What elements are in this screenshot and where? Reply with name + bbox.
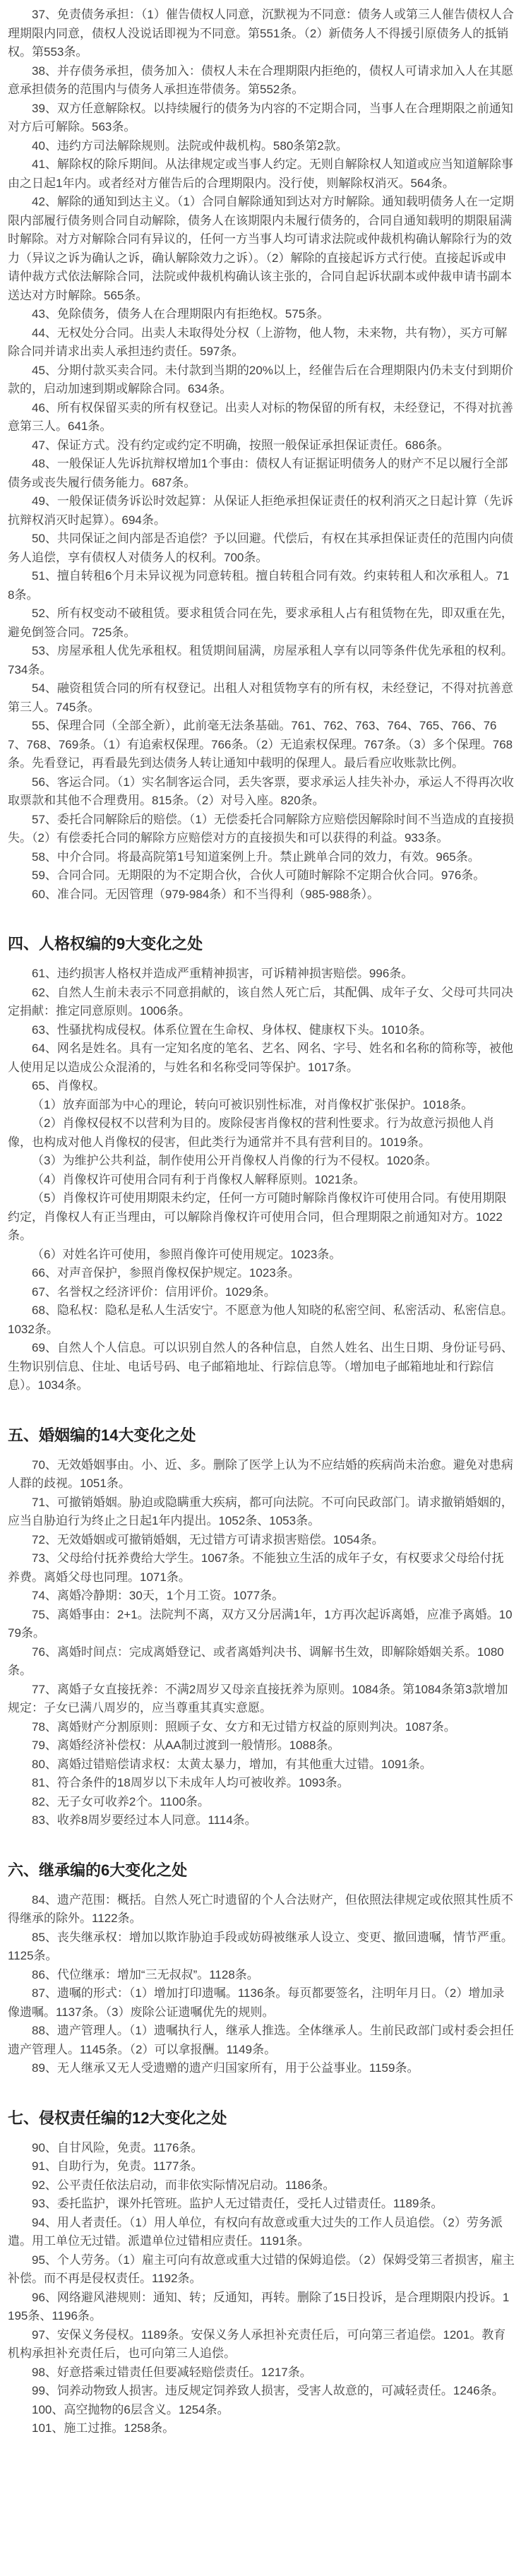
paragraph: 93、委托监护，课外托管班。监护人无过错责任，受托人过错责任。1189条。 [32, 2197, 443, 2210]
section-heading: 四、人格权编的9大变化之处 [8, 935, 203, 953]
paragraph: 38、并存债务承担，债务加入：债权人未在合理期限内拒绝的，债权人可请求加入人在其愿意承担债务的范围内与债务人承担连带债务。第552条。 [8, 64, 513, 96]
section-heading: 六、继承编的6大变化之处 [8, 1861, 188, 1879]
paragraph: （4）肖像权许可使用合同有利于肖像权人解释原则。1021条。 [32, 1172, 366, 1186]
paragraph: （6）对姓名许可使用，参照肖像许可使用规定。1023条。 [32, 1247, 342, 1261]
paragraph: 58、中介合同。将最高院第1号知道案例上升。禁止跳单合同的效力，有效。965条。 [32, 849, 480, 864]
paragraph: 80、离婚过错赔偿请求权：太黄太暴力，增加，有其他重大过错。1091条。 [32, 1757, 432, 1771]
paragraph: 82、无子女可收养2个。1100条。 [32, 1794, 210, 1808]
paragraph: 72、无效婚姻或可撤销婚姻，无过错方可请求损害赔偿。1054条。 [32, 1532, 384, 1546]
paragraph: 98、好意搭乘过错责任但要减轻赔偿责任。1217条。 [32, 2365, 312, 2379]
paragraph: 60、准合同。无因管理（979-984条）和不当得利（985-988条）。 [32, 887, 380, 901]
paragraph: 70、无效婚姻事由。小、近、多。删除了医学上认为不应结婚的疾病尚未治愈。避免对患病人群的歧视。1051条。 [8, 1457, 513, 1490]
paragraph: 74、离婚冷静期：30天，1个月工资。1077条。 [32, 1589, 285, 1602]
paragraph: 81、符合条件的18周岁以下未成年人均可被收养。1093条。 [32, 1776, 349, 1789]
paragraph: 94、用人者责任。（1）用人单位，有权向有故意或重大过失的工作人员追偿。（2）劳务派遣。用工单位无过错。派遣单位过错相应责任。1191条。 [8, 2215, 503, 2248]
paragraph: 89、无人继承又无人受遗赠的遗产归国家所有，用于公益事业。1159条。 [32, 2061, 419, 2075]
paragraph: 99、饲养动物致人损害。违反规定饲养致人损害，受害人故意的，可减轻责任。1246条。 [32, 2384, 504, 2397]
paragraph: 71、可撤销婚姻。胁迫或隐瞒重大疾病，都可向法院。不可向民政部门。请求撤销婚姻的，应当自胁迫行为终止之日起1年内提出。1052条、1053条。 [8, 1495, 513, 1527]
paragraph: 41、解除权的除斥期间。从法律规定或当事人约定。无则自解除权人知道或应当知道解除事由之日起1年内。或者经对方催告后的合理期限内。没行使，则解除权消灭。564条。 [8, 157, 513, 190]
paragraph: 86、代位继承：增加“三无叔叔”。1128条。 [32, 1967, 259, 1981]
paragraph: （2）肖像权侵权不以营利为目的。废除侵害肖像权的营利性要求。行为故意污损他人肖像，也构成对他人肖像权的侵害，但此类行为通常并不具有营利目的。1019条。 [8, 1116, 495, 1149]
paragraph: 49、一般保证债务诉讼时效起算：从保证人拒绝承担保证责任的权利消灭之日起计算（先诉抗辩权消灭时起算）。694条。 [8, 494, 513, 527]
paragraph: 42、解除的通知到达主义。（1）合同自解除通知到达对方时解除。通知载明债务人在一定期限内部履行债务则合同自动解除，债务人在该期限内未履行债务的，合同自通知载明的期限届满时解除。对方对解除合同有异议的，任何一方当事人均可请求法院或仲裁机构确认解除行为的效力（异议之诉为确认之诉，确认解除效力之诉）。（2）解除的直接起诉方式行使。直接起诉或申请仲裁方式依法解除合同，法院或仲裁机构确认该主张的，合同自起诉状副本或仲裁申请书副本送达对方时解除。565条。 [8, 195, 514, 302]
paragraph: 90、自甘风险，免责。1176条。 [32, 2140, 203, 2154]
paragraph: 39、双方任意解除权。以持续履行的债务为内容的不定期合同，当事人在合理期限之前通知对方后可解除。563条。 [8, 101, 513, 133]
paragraph: 101、施工过推。1258条。 [32, 2421, 175, 2435]
paragraph: （5）肖像权许可使用期限未约定，任何一方可随时解除肖像权许可使用合同。有使用期限约定，肖像权人有正当理由，可以解除肖像权许可使用合同，但合理期限之前通知对方。1022条。 [8, 1191, 507, 1242]
paragraph: 68、隐私权：隐私是私人生活安宁。不愿意为他人知晓的私密空间、私密活动、私密信息。1032条。 [8, 1304, 513, 1336]
paragraph: 92、公平责任依法启动，而非依实际情况启动。1186条。 [32, 2178, 335, 2192]
paragraph: 53、房屋承租人优先承租权。租赁期间届满，房屋承租人享有以同等条件优先承租的权利。734条。 [8, 644, 513, 676]
paragraph: 47、保证方式。没有约定或约定不明确，按照一般保证承担保证责任。686条。 [32, 438, 450, 452]
paragraph: 52、所有权变动不破租赁。要求租赁合同在先，要求承租人占有租赁物在先，即双重在先，避免倒签合同。725条。 [8, 607, 513, 639]
paragraph: 100、高空抛物的6层含义。1254条。 [32, 2402, 229, 2416]
paragraph: 84、遗产范围：概括。自然人死亡时遗留的个人合法财产，但依照法律规定或依照其性质不得继承的除外。1122条。 [8, 1892, 513, 1925]
paragraph: 45、分期付款买卖合同。未付款到当期的20%以上，经催告后在合理期限内仍未支付到期价款的，启动加速到期或解除合同。634条。 [8, 363, 513, 395]
paragraph: 91、自助行为，免责。1177条。 [32, 2159, 203, 2173]
paragraph: 83、收养8周岁要经过本人同意。1114条。 [32, 1813, 257, 1827]
paragraph: 44、无权处分合同。出卖人未取得处分权（上游物，他人物，未来物，共有物），买方可解除合同并请求出卖人承担违约责任。597条。 [8, 326, 508, 358]
paragraph: 62、自然人生前未表示不同意捐献的，该自然人死亡后，其配偶、成年子女、父母可共同决定捐献：推定同意原则。1006条。 [8, 985, 513, 1018]
paragraph: 50、共同保证之间内部是否追偿？予以回避。代偿后，有权在其承担保证责任的范围内向债务人追偿，享有债权人对债务人的权利。700条。 [8, 532, 513, 564]
paragraph: 63、性骚扰构成侵权。体系位置在生命权、身体权、健康权下头。1010条。 [32, 1022, 432, 1037]
section-heading: 七、侵权责任编的12大变化之处 [8, 2109, 227, 2127]
paragraph: 96、网络避风港规则：通知、转；反通知，再转。删除了15日投诉，是合理期限内投诉。1195条、1196条。 [8, 2290, 510, 2322]
paragraph: 48、一般保证人先诉抗辩权增加1个事由：债权人有证据证明债务人的财产不足以履行全部债务或丧失履行债务能力。687条。 [8, 457, 508, 489]
paragraph: 40、违约方司法解除规则。法院或仲裁机构。580条第2款。 [32, 138, 348, 153]
paragraph: 56、客运合同。（1）实名制客运合同，丢失客票，要求承运人挂失补办，承运人不得再次收取票款和其他不合理费用。815条。（2）对号入座。820条。 [8, 775, 514, 807]
paragraph: 43、免除债务，债务人在合理期限内有拒绝权。575条。 [32, 307, 330, 321]
paragraph: 95、个人劳务。（1）雇主可向有故意或重大过错的保姆追偿。（2）保姆受第三者损害，雇主补偿。而不再是侵权责任。1192条。 [8, 2253, 515, 2285]
paragraph: 59、合同合同。无期限的为不定期合伙，合伙人可随时解除不定期合伙合同。976条。 [32, 869, 486, 882]
paragraph: 78、离婚财产分割原则：照顾子女、女方和无过错方权益的原则判决。1087条。 [32, 1719, 456, 1734]
paragraph: 54、融资租赁合同的所有权登记。出租人对租赁物享有的所有权，未经登记，不得对抗善意第三人。745条。 [8, 681, 513, 714]
paragraph: 73、父母给付抚养费给大学生。1067条。不能独立生活的成年子女，有权要求父母给付抚养费。离婚父母也同理。1071条。 [8, 1551, 504, 1584]
paragraph: 67、名誉权之经济评价：信用评价。1029条。 [32, 1284, 276, 1299]
paragraph: 51、擅自转租6个月未异议视为同意转租。擅自转租合同有效。约束转租人和次承租人。718条。 [8, 569, 510, 602]
paragraph: 75、离婚事由：2+1。法院判不离，双方又分居满1年，1方再次起诉离婚，应准予离婚。1079条。 [8, 1607, 513, 1640]
paragraph: 64、网名是姓名。具有一定知名度的笔名、艺名、网名、字号、姓名和名称的简称等，被他人使用足以造成公众混淆的，与姓名和名称受同等保护。1017条。 [8, 1042, 513, 1074]
paragraph: 55、保理合同（全部全新），此前毫无法条基础。761、762、763、764、765、766、767、768、769条。（1）有追索权保理。766条。（2）无追索权保理。767条。（3）多个保理。768条。先看登记，再看最先到达债务人转让通知中载明的保理人。最后看应收账款比例。 [8, 719, 513, 770]
section-heading: 五、婚姻编的14大变化之处 [8, 1426, 196, 1444]
paragraph: 46、所有权保留买卖的所有权登记。出卖人对标的物保留的所有权，未经登记，不得对抗善意第三人。641条。 [8, 400, 513, 433]
paragraph: （1）放弃面部为中心的理论，转向可被识别性标准，对肖像权扩张保护。1018条。 [32, 1097, 474, 1111]
paragraph: 66、对声音保护，参照肖像权保护规定。1023条。 [32, 1266, 300, 1280]
paragraph: 57、委托合同解除后的赔偿。（1）无偿委托合同解除方应赔偿因解除时间不当造成的直接损失。（2）有偿委托合同的解除方应赔偿对方的直接损失和可以获得的利益。933条。 [8, 812, 514, 845]
paragraph: 65、肖像权。 [32, 1079, 105, 1092]
paragraph: 69、自然人个人信息。可以识别自然人的各种信息，自然人姓名、出生日期、身份证号码、生物识别信息、住址、电话号码、电子邮箱地址、行踪信息等。（增加电子邮箱地址和行踪信息）。1034条。 [8, 1341, 513, 1392]
paragraph: 61、违约损害人格权并造成严重精神损害，可诉精神损害赔偿。996条。 [32, 967, 414, 980]
paragraph: 97、安保义务侵权。1189条。安保义务人承担补充责任后，可向第三者追偿。1201。教育机构承担补充责任后，也可向第三人追偿。 [8, 2327, 506, 2360]
paragraph: 37、免责债务承担：（1）催告债权人同意，沉默视为不同意：债务人或第三人催告债权人合理期限内同意，债权人没说话即视为不同意。第551条。（2）新债务人不得援引原债务人的抵销权。第553条。 [8, 8, 514, 59]
paragraph: 85、丧失继承权：增加以欺诈胁迫手段或妨碍被继承人设立、变更、撤回遗嘱，情节严重。1125条。 [8, 1930, 513, 1962]
paragraph: 76、离婚时间点：完成离婚登记、或者离婚判决书、调解书生效，即解除婚姻关系。1080条。 [8, 1645, 504, 1677]
paragraph: 87、遗嘱的形式：（1）增加打印遗嘱。1136条。每页都要签名，注明年月日。（2）增加录像遗嘱。1137条。（3）废除公证遗嘱优先的规则。 [8, 1986, 505, 2019]
paragraph: 88、遗产管理人。（1）遗嘱执行人，继承人推选。全体继承人。生前民政部门或村委会担任遗产管理人。1145条。（2）可以拿报酬。1149条。 [8, 2024, 514, 2056]
paragraph: 77、离婚子女直接抚养：不满2周岁又母亲直接抚养为原则。1084条。第1084条第3款增加规定：子女已满八周岁的，应当尊重其真实意愿。 [8, 1682, 508, 1715]
paragraph: （3）为维护公共利益，制作使用公开肖像权人肖像的行为不侵权。1020条。 [32, 1154, 438, 1167]
paragraph: 79、离婚经济补偿权：从AA制过渡到一般情形。1088条。 [32, 1739, 340, 1752]
